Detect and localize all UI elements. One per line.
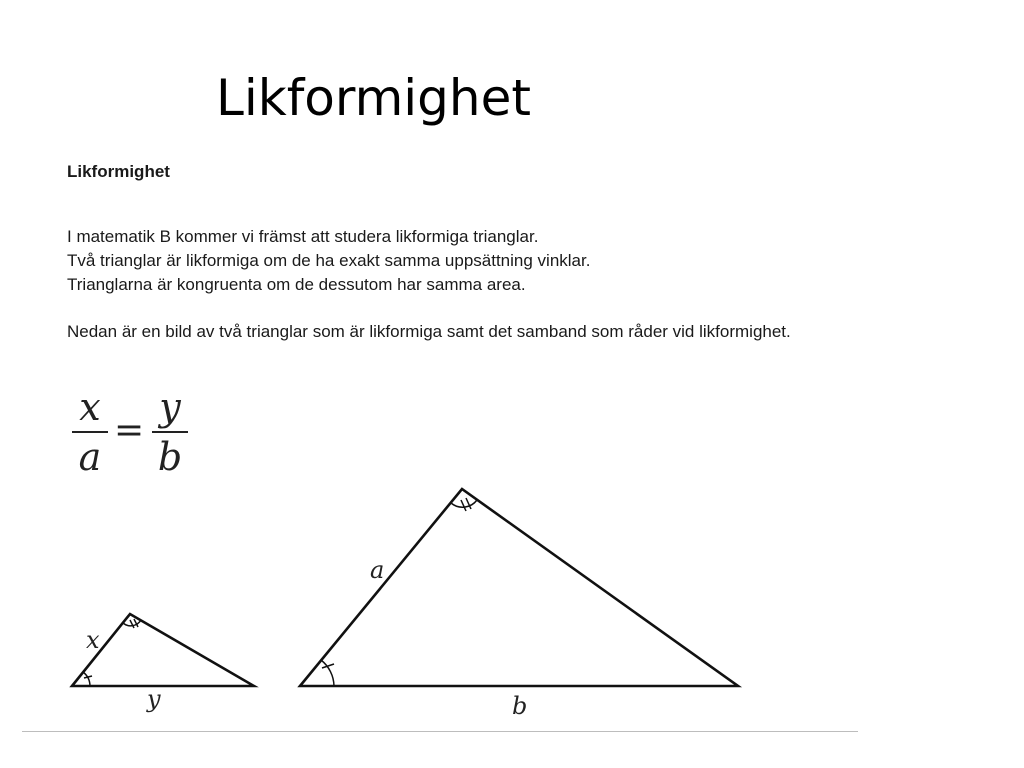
similarity-formula bbox=[68, 384, 208, 484]
small-bottom-left-angle-mark bbox=[83, 672, 90, 686]
fraction-numerator: x bbox=[79, 385, 101, 429]
paragraph-figure-intro bbox=[67, 320, 867, 344]
fraction-x-over-a bbox=[72, 386, 108, 478]
paragraph-line: Trianglarna är kongruenta om de dessutom har samma area. bbox=[67, 275, 526, 294]
similar-triangles-figure bbox=[0, 480, 1024, 740]
bottom-divider bbox=[22, 731, 858, 732]
paragraph-line: I matematik B kommer vi främst att studera likformiga trianglar. bbox=[67, 227, 539, 246]
paragraph-line: Nedan är en bild av två trianglar som är likformiga samt det samband som råder vid likformighet. bbox=[67, 322, 791, 341]
fraction-bar bbox=[152, 431, 188, 433]
document-heading: Likformighet bbox=[67, 162, 170, 181]
small-base-label: y bbox=[147, 685, 161, 713]
fraction-y-over-b bbox=[152, 386, 188, 478]
fraction-denominator: a bbox=[78, 435, 102, 479]
small-triangle bbox=[72, 614, 254, 713]
large-base-label: b bbox=[512, 692, 528, 720]
small-top-angle-tick bbox=[130, 620, 134, 628]
large-triangle-outline bbox=[300, 489, 738, 686]
equals-sign: = bbox=[114, 410, 145, 451]
large-top-angle-tick bbox=[461, 500, 466, 511]
paragraph-line: Två trianglar är likformiga om de ha exakt samma uppsättning vinklar. bbox=[67, 251, 591, 270]
small-bottom-left-angle-tick bbox=[84, 676, 92, 678]
large-side-label: a bbox=[370, 556, 385, 584]
slide-title: Likformighet bbox=[216, 69, 531, 127]
paragraph-intro bbox=[67, 225, 590, 297]
large-triangle bbox=[300, 489, 738, 720]
fraction-numerator: y bbox=[159, 385, 181, 429]
fraction-bar bbox=[72, 431, 108, 433]
fraction-denominator: b bbox=[157, 435, 183, 479]
small-side-label: x bbox=[86, 626, 100, 654]
